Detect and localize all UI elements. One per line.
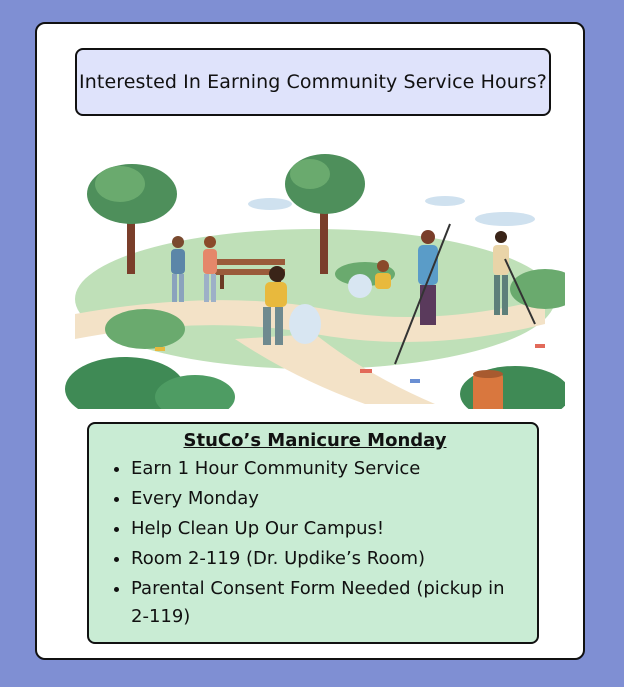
park-cleanup-illustration (65, 139, 565, 409)
flyer-card (35, 22, 585, 660)
info-box (87, 422, 539, 644)
list-item: • Earn 1 Hour Community Service (131, 455, 519, 483)
list-item: • Help Clean Up Our Campus! (131, 515, 519, 543)
list-item: • Room 2-119 (Dr. Updike’s Room) (131, 545, 519, 573)
headline-box (75, 48, 551, 116)
info-title: StuCo’s Manicure Monday (183, 430, 447, 451)
headline: Interested In Earning Community Service Hours? (79, 71, 547, 93)
list-item: • Every Monday (131, 485, 519, 513)
list-item: • Parental Consent Form Needed (pickup in 2-119) (131, 575, 519, 631)
info-list (111, 455, 519, 631)
